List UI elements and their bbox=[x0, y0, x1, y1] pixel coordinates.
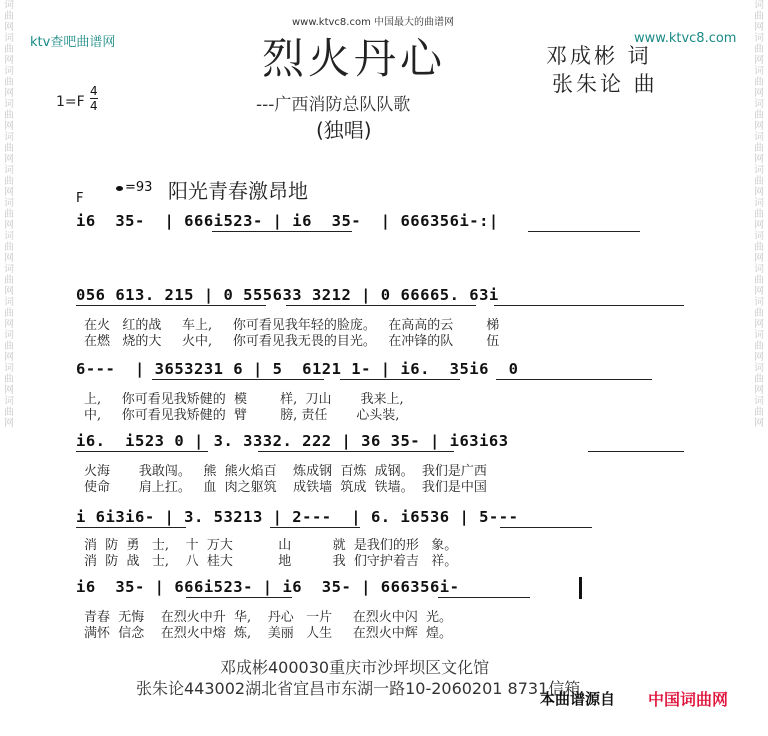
side-watermark-right: 词曲网词曲网词曲网词曲网词曲网词曲网词曲网词曲网词曲网词曲网词曲网词曲网词曲网 bbox=[754, 0, 764, 429]
score-row-5-verse-1: 消 防 勇 士, 十 万大 山 就 是我们的形 象。 bbox=[84, 538, 458, 553]
lyricist-address: 邓成彬400030重庆市沙坪坝区文化馆 bbox=[220, 658, 490, 677]
score-row-2-notes: 056 613. 215 | 0 555633 3212 | 0 66665. 63i bbox=[76, 286, 499, 304]
side-watermark-left: 词曲网词曲网词曲网词曲网词曲网词曲网词曲网词曲网词曲网词曲网词曲网词曲网词曲网 bbox=[4, 0, 14, 429]
song-subtitle: ---广西消防总队队歌 bbox=[256, 95, 411, 115]
quarter-note-icon bbox=[116, 186, 123, 191]
composer-credit: 张朱论 曲 bbox=[552, 72, 658, 96]
score-row-1-notes: i6 35- | 666i523- | i6 35- | 666356i-:| bbox=[76, 212, 499, 230]
beam-line bbox=[496, 379, 652, 380]
performance-type: (独唱) bbox=[316, 118, 372, 142]
score-row-6-notes: i6 35- | 666i523- | i6 35- | 666356i- bbox=[76, 578, 460, 596]
score-row-5-verse-2: 消 防 战 士, 八 桂大 地 我 们守护着吉 祥。 bbox=[84, 554, 458, 569]
beam-line bbox=[286, 305, 476, 306]
key-signature: 1=F bbox=[56, 94, 85, 110]
lyricist-credit: 邓成彬 词 bbox=[546, 44, 652, 68]
beam-line bbox=[438, 597, 530, 598]
beam-line bbox=[258, 451, 454, 452]
score-row-3-verse-2: 中, 你可看见我矫健的 臂 膀, 责任 心头装, bbox=[84, 408, 400, 423]
time-signature bbox=[90, 84, 98, 113]
beam-line bbox=[152, 379, 324, 380]
beam-line bbox=[212, 231, 352, 232]
score-row-4-verse-2: 使命 肩上扛。 血 肉之躯筑 成铁墙 筑成 铁墙。 我们是中国 bbox=[84, 480, 487, 495]
score-row-3-notes: 6--- | 3653231 6 | 5 6121 1- | i6. 35i6 0 bbox=[76, 360, 519, 378]
song-title: 烈火丹心 bbox=[262, 34, 447, 83]
beam-line bbox=[494, 305, 684, 306]
watermark-left: ktv查吧曲谱网 bbox=[30, 35, 116, 50]
final-barline bbox=[579, 577, 582, 599]
time-signature-bottom: 4 bbox=[90, 99, 98, 113]
time-signature-top: 4 bbox=[90, 84, 98, 98]
beam-line bbox=[588, 451, 684, 452]
beam-line bbox=[528, 231, 640, 232]
score-row-2-verse-2: 在燃 烧的大 火中, 你可看见我无畏的目光。 在冲锋的队 伍 bbox=[84, 334, 500, 349]
composer-address: 张朱论443002湖北省宜昌市东湖一路10-2060201 8731信箱 bbox=[136, 679, 581, 698]
score-row-5-notes: i 6i3i6- | 3. 53213 | 2--- | 6. i6536 | 5--- bbox=[76, 508, 519, 526]
watermark-top: www.ktvc8.com 中国最大的曲谱网 bbox=[292, 17, 455, 28]
score-row-6-verse-2: 满怀 信念 在烈火中熔 炼, 美丽 人生 在烈火中辉 煌。 bbox=[84, 626, 453, 641]
beam-line bbox=[186, 597, 292, 598]
source-label: 本曲谱源自 bbox=[540, 690, 616, 708]
beam-line bbox=[76, 451, 208, 452]
score-row-4-verse-1: 火海 我敢闯。 熊 熊火焰百 炼成钢 百炼 成钢。 我们是广西 bbox=[84, 464, 487, 479]
score-row-3-verse-1: 上, 你可看见我矫健的 模 样, 刀山 我来上, bbox=[84, 392, 404, 407]
tempo-letter: F bbox=[76, 191, 84, 206]
score-row-2-verse-1: 在火 红的战 车上, 你可看见我年轻的脸庞。 在高高的云 梯 bbox=[84, 318, 500, 333]
watermark-right: www.ktvc8.com bbox=[634, 31, 737, 46]
beam-line bbox=[76, 527, 186, 528]
beam-line bbox=[500, 527, 592, 528]
tempo-marking bbox=[116, 180, 152, 195]
beam-line bbox=[270, 527, 360, 528]
score-row-6-verse-1: 青春 无悔 在烈火中升 华, 丹心 一片 在烈火中闪 光。 bbox=[84, 610, 453, 625]
tempo-value: =93 bbox=[125, 180, 153, 195]
score-row-4-notes: i6. i523 0 | 3. 3332. 222 | 36 35- | i63i63 bbox=[76, 432, 509, 450]
source-site-link[interactable]: 中国词曲网 bbox=[648, 690, 729, 709]
beam-line bbox=[76, 305, 266, 306]
expression-marking: 阳光青春激昂地 bbox=[168, 179, 308, 203]
beam-line bbox=[340, 379, 460, 380]
